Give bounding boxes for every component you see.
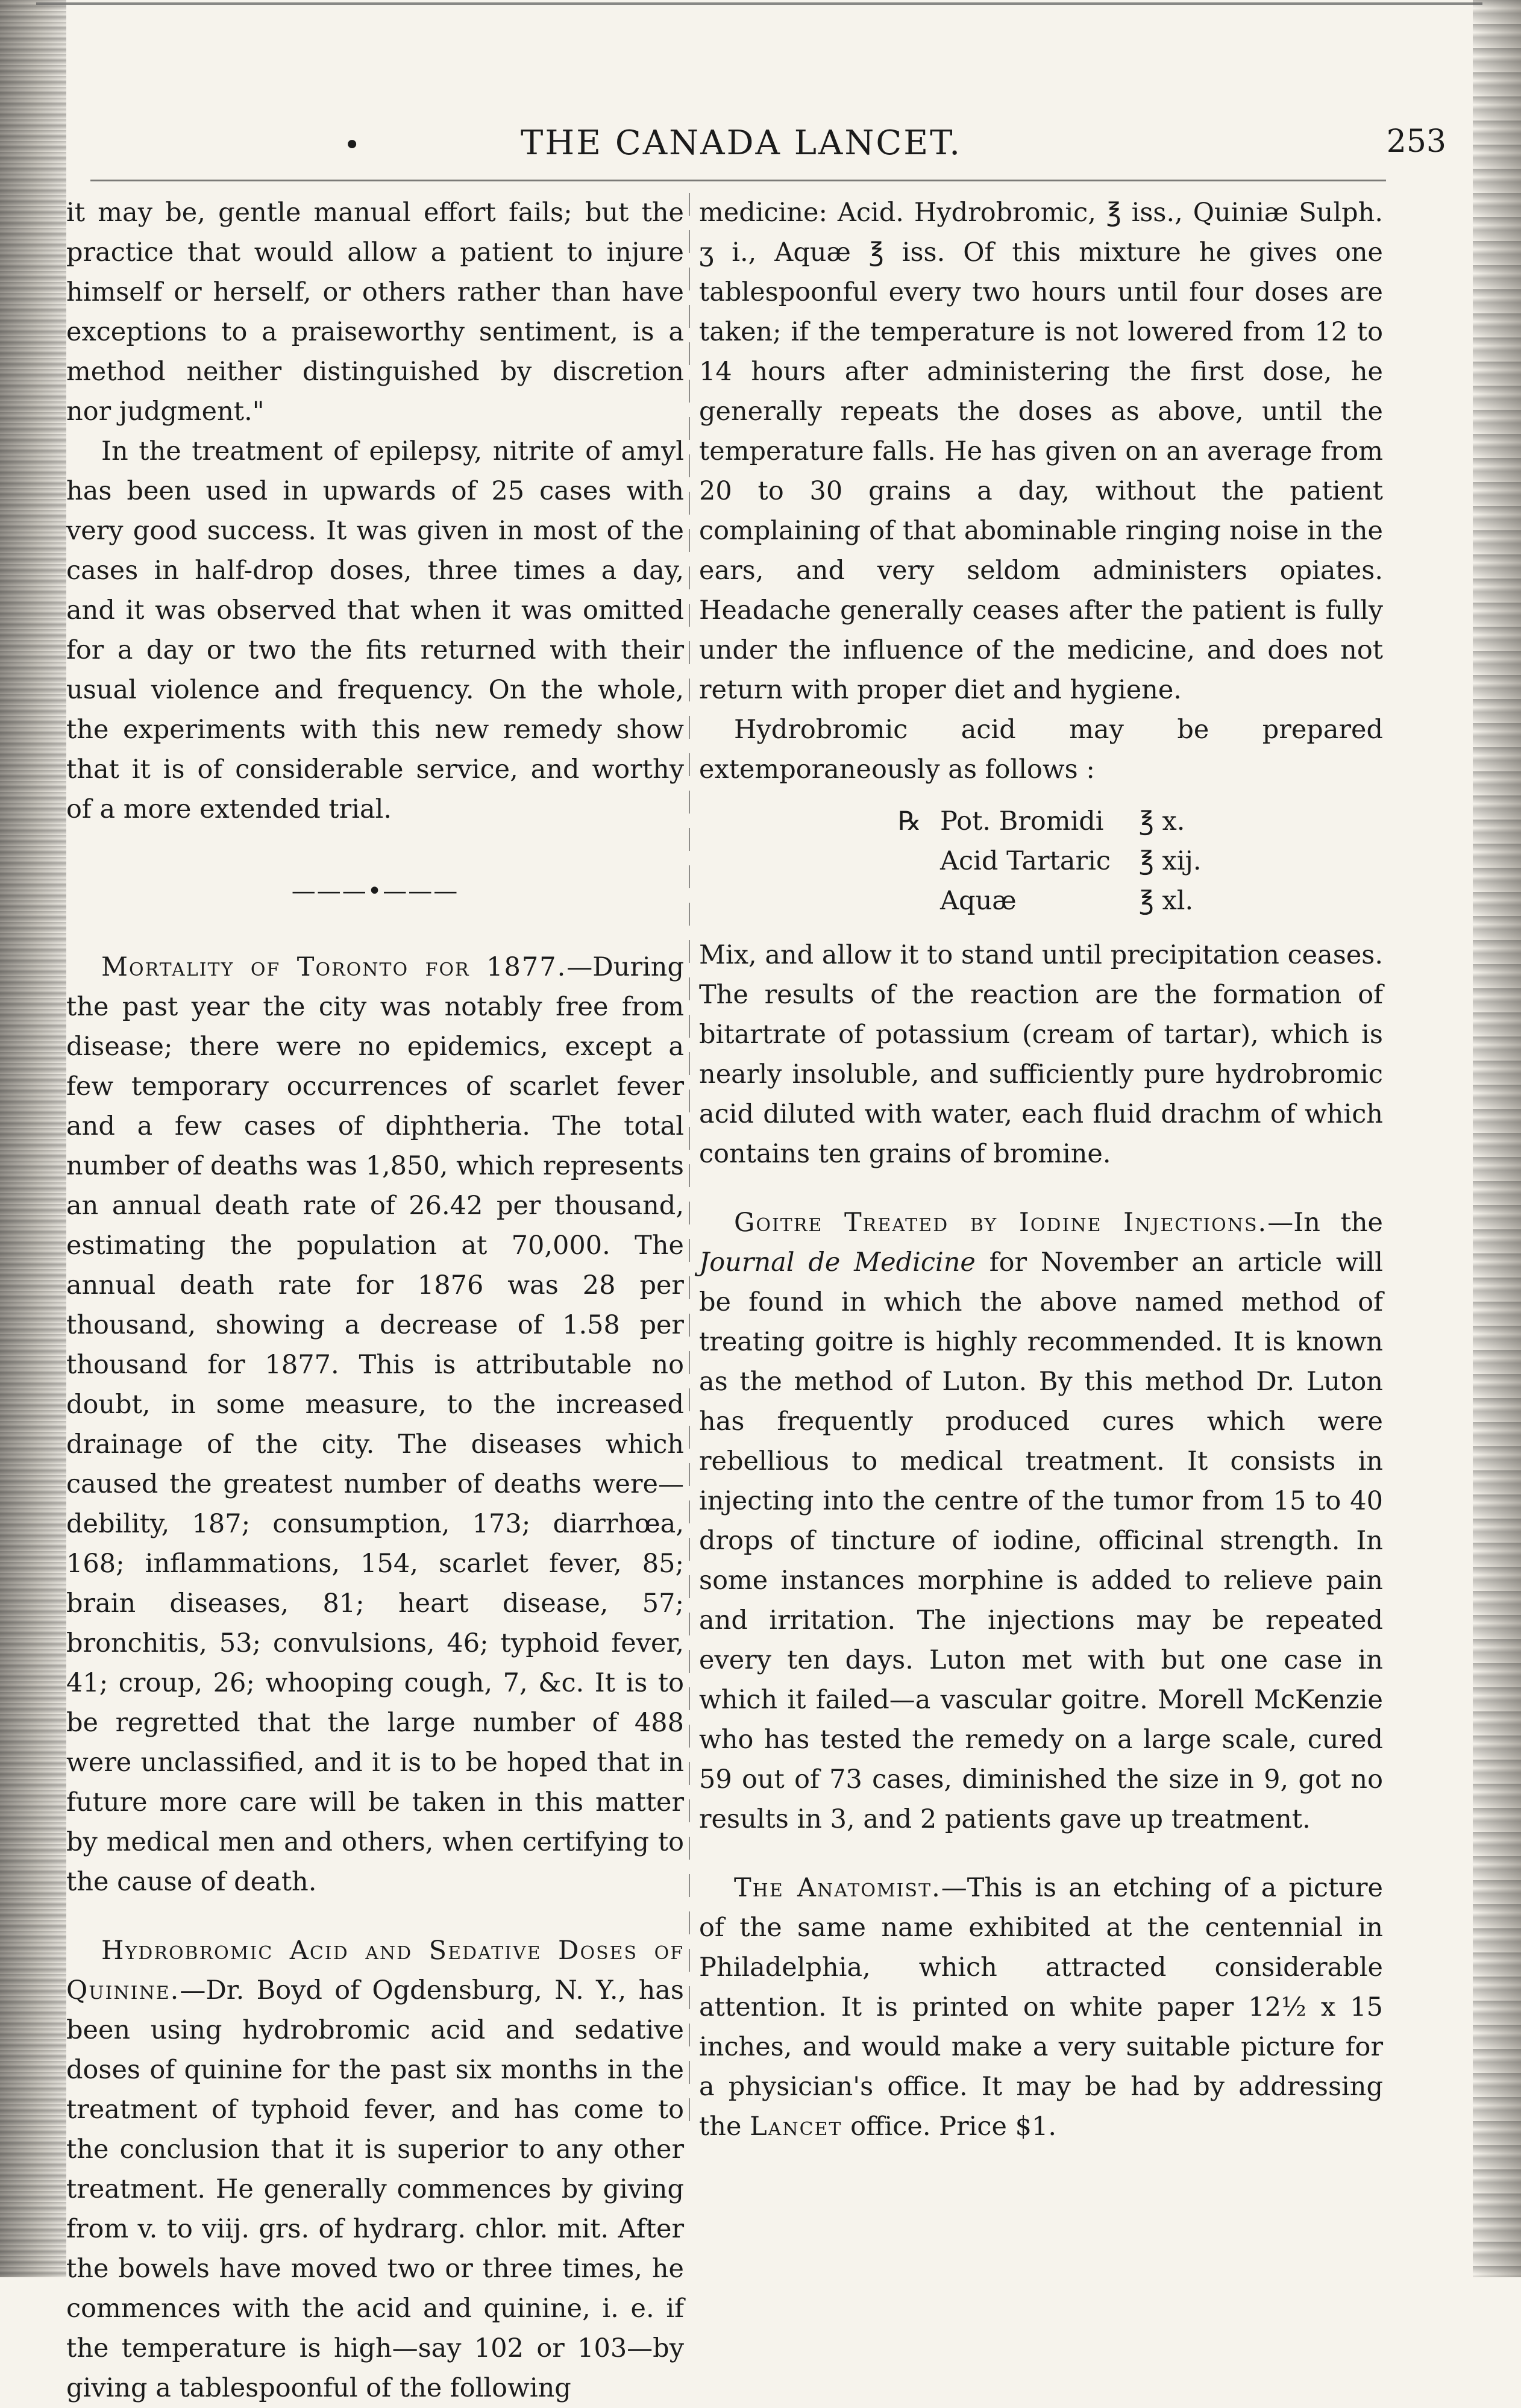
anatomist-body: —This is an etching of a picture of the same name exhibited at the centennial in Philadelphia, which attracted considerable attention. It is printed on white paper 12½ x 15 inches, and would make a very suitable picture for a physician's office. It may be had by addressing the <box>699 1873 1383 2142</box>
recipe-drug: Acid Tartaric <box>940 846 1111 876</box>
recipe-symbol: ℞ <box>898 806 921 836</box>
journal-title: THE CANADA LANCET. <box>520 124 962 163</box>
hydrobromic-body: —Dr. Boyd of Ogdensburg, N. Y., has been using hydrobromic acid and sedative doses of quinine for the past six months in the treatment of typhoid fever, and has come to the conclusion that it is superior to any other treatment. He generally commences by giving from v. to viij. grs. of hydrarg. chlor. mit. After the bowels have moved two or three times, he commences with the acid and quinine, i. e. if the temperature is high—say 102 or 103—by giving a tablespoonful of the following <box>66 1975 684 2403</box>
spacer <box>699 1174 1383 1203</box>
recipe-row <box>898 801 1383 841</box>
page-edge-shadow <box>1473 0 1521 2277</box>
recipe-symbol <box>898 841 940 881</box>
goitre-body: for November an article will be found in which the above named method of treating goitre is highly recommended. It is known as the method of Luton. By this method Dr. Luton has frequently produced cures which were rebellious to medical treatment. It consists in injecting into the centre of the tumor from 15 to 40 drops of tincture of iodine, officinal strength. In some instances morphine is added to relieve pain and irritation. The injections may be repeated every ten days. Luton met with but one case in which it failed—a vascular goitre. Morell McKenzie who has tested the remedy on a large scale, cured 59 out of 73 cases, diminished the size in 9, got no results in 3, and 2 patients gave up treatment. <box>699 1247 1384 1834</box>
goitre-intro: —In the <box>1267 1208 1383 1238</box>
hydrobromic-continued: medicine: Acid. Hydrobromic, ℥ iss., Quiniæ Sulph. ʒ i., Aquæ ℥ iss. Of this mixture he gives one tablespoonful every two hours until four doses are taken; if the temperature is not lowered from 12 to 14 hours after administering the first dose, he generally repeats the doses as above, until the temperature falls. He has given on an average from 20 to 30 grains a day, without the patient complaining of that abominable ringing noise in the ears, and very seldom administers opiates. Headache generally ceases after the patient is fully under the influence of the medicine, and does not return with proper diet and hygiene. <box>699 198 1383 705</box>
top-rule <box>36 2 1482 5</box>
continued-paragraph: it may be, gentle manual effort fails; but the practice that would allow a patient to injure himself or herself, or others rather than have exceptions to a praiseworthy sentiment, is a method neither distinguished by discretion nor judgment." <box>66 198 684 427</box>
epilepsy-paragraph: In the treatment of epilepsy, nitrite of amyl has been used in upwards of 25 cases with very good success. It was given in most of the cases in half-drop doses, three times a day, and it was observed that when it was omitted for a day or two the fits returned with their usual violence and frequency. On the whole, the experiments with this new remedy show that it is of considerable service, and worthy of a more extended trial. <box>66 436 684 824</box>
page-number: 253 <box>1386 124 1446 160</box>
recipe-drug: Aquæ <box>940 886 1017 916</box>
goitre-heading: Goitre Treated by Iodine Injections. <box>734 1208 1268 1238</box>
section-ornament: ———•——— <box>291 877 459 905</box>
mortality-body: —During the past year the city was notably free from disease; there were no epidemics, except a few temporary occurrences of scarlet fever and a few cases of diphtheria. The total number of deaths was 1,850, which represents an annual death rate of 26.42 per thousand, estimating the population at 70,000. The annual death rate for 1876 was 28 per thousand, showing a decrease of 1.58 per thousand for 1877. This is attributable no doubt, in some measure, to the increased drainage of the city. The diseases which caused the greatest number of deaths were—debility, 187; consumption, 173; diarrhœa, 168; inflammations, 154, scarlet fever, 85; brain diseases, 81; heart disease, 57; bronchitis, 53; convulsions, 46; typhoid fever, 41; croup, 26; whooping cough, 7, &c. It is to be regretted that the large number of 488 were unclassified, and it is to be hoped that in future more care will be taken in this matter by medical men and others, when certifying to the cause of death. <box>66 952 684 1897</box>
hydrobromic-heading: Hydrobromic Acid and Sedative Doses of Quinine. <box>66 1936 684 2005</box>
recipe-amount: ℥ xl. <box>1139 886 1194 916</box>
binding-shadow <box>0 0 66 2277</box>
recipe-amount: ℥ x. <box>1139 806 1185 836</box>
reaction-paragraph: Mix, and allow it to stand until precipitation ceases. The results of the reaction are the formation of bitartrate of potassium (cream of tartar), which is nearly insoluble, and sufficiently pure hydrobromic acid diluted with water, each fluid drachm of which contains ten grains of bromine. <box>699 940 1383 1169</box>
preparation-intro: Hydrobromic acid may be prepared extemporaneously as follows : <box>699 715 1383 785</box>
mortality-heading: Mortality of Toronto for 1877. <box>101 952 567 982</box>
anatomist-heading: The Anatomist. <box>734 1873 941 1903</box>
column-divider <box>689 193 690 2121</box>
header-dot: • <box>343 128 361 162</box>
recipe-row <box>898 841 1383 881</box>
mortality-article <box>66 947 684 1902</box>
running-header <box>90 124 1446 172</box>
recipe-symbol <box>898 881 940 921</box>
anatomist-tail: office. Price $1. <box>842 2112 1056 2142</box>
journal-name: Journal de Medicine <box>699 1247 976 1278</box>
recipe-amount: ℥ xij. <box>1139 846 1202 876</box>
spacer <box>699 1839 1383 1868</box>
recipe-row <box>898 881 1383 921</box>
lancet-name: Lancet <box>750 2112 842 2142</box>
left-column <box>66 193 684 2408</box>
hydrobromic-article <box>66 1931 684 2408</box>
goitre-article <box>699 1203 1383 1839</box>
recipe-prescription <box>898 801 1383 921</box>
header-rule <box>90 180 1386 181</box>
recipe-drug: Pot. Bromidi <box>940 806 1104 836</box>
right-column <box>699 193 1383 2146</box>
spacer <box>66 1902 684 1931</box>
anatomist-article <box>699 1868 1383 2146</box>
